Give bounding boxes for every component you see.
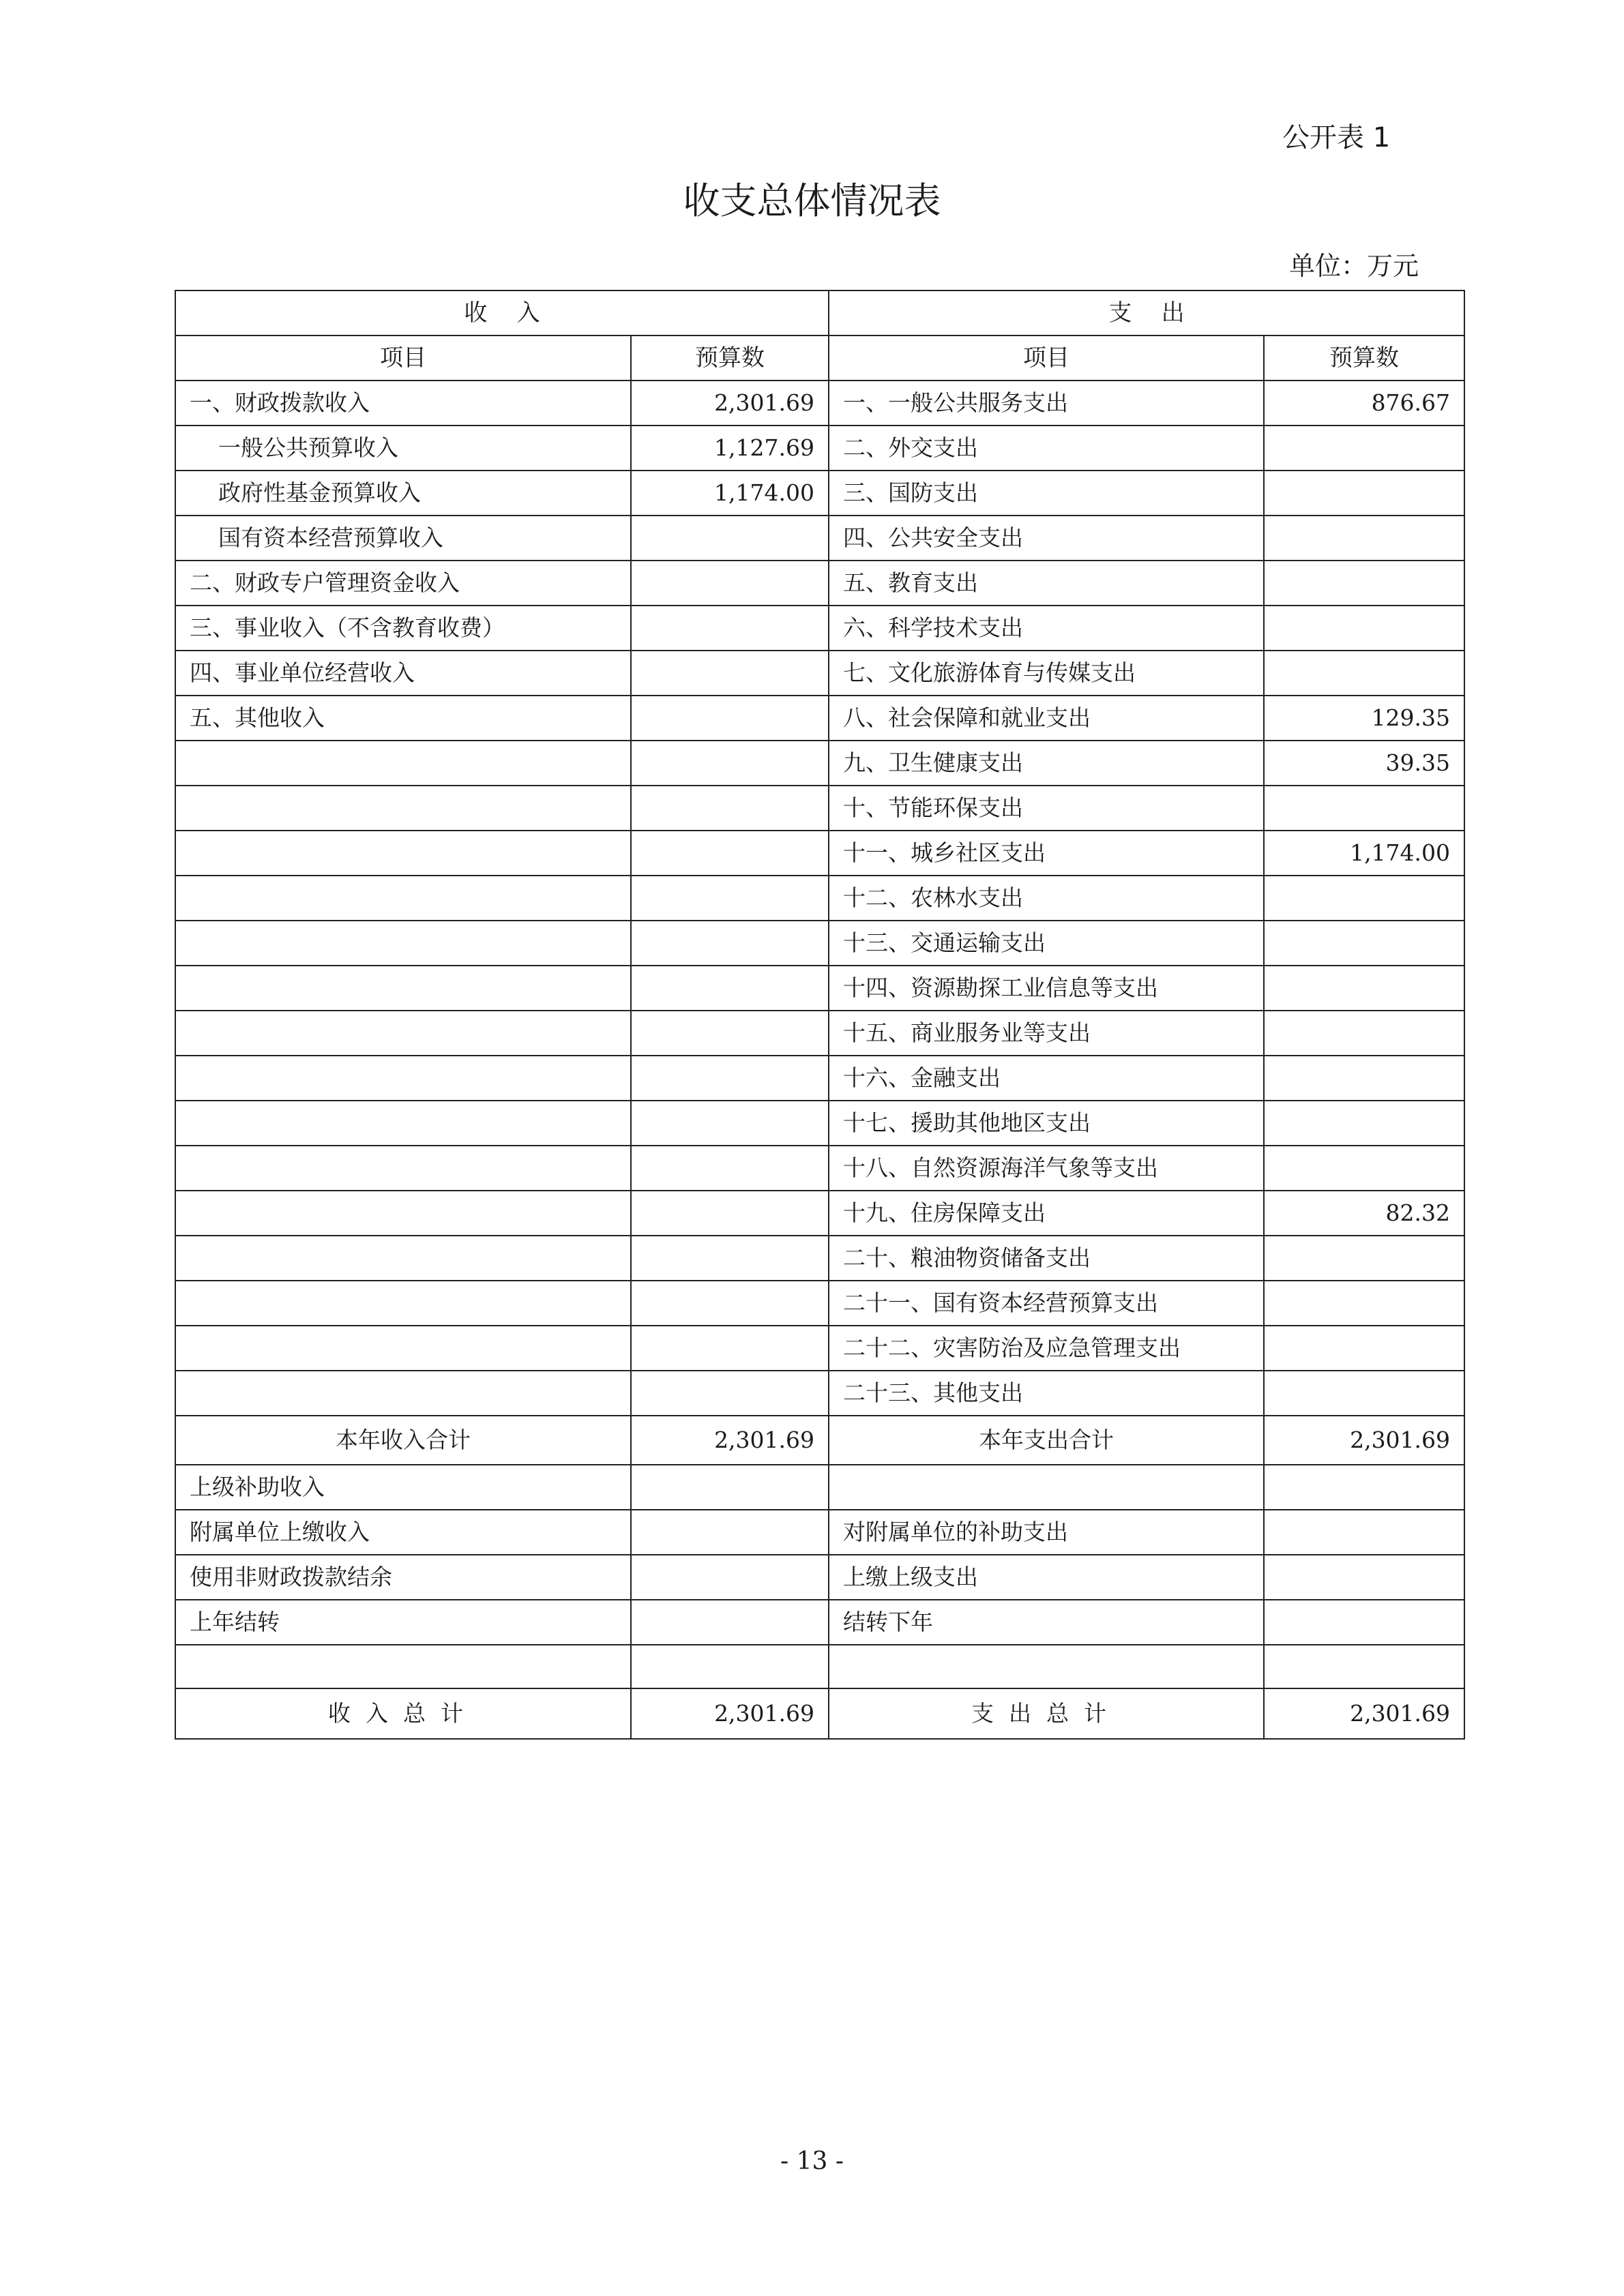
income-item-cell <box>175 1191 631 1236</box>
table-row <box>175 1555 1464 1600</box>
income-amount-cell: 1,174.00 <box>631 471 829 516</box>
table-row <box>175 1281 1464 1326</box>
table-row <box>175 921 1464 966</box>
table-row <box>175 696 1464 741</box>
expense-item-cell: 五、教育支出 <box>829 561 1264 606</box>
column-header-row <box>175 336 1464 381</box>
expense-item-cell: 二十一、国有资本经营预算支出 <box>829 1281 1264 1326</box>
table-row <box>175 1510 1464 1555</box>
expense-grand-total-amount: 2,301.69 <box>1264 1688 1464 1739</box>
income-item-cell <box>175 1645 631 1688</box>
expense-amount-cell: 1,174.00 <box>1264 831 1464 876</box>
expense-amount-cell: 82.32 <box>1264 1191 1464 1236</box>
expense-item-cell: 二十二、灾害防治及应急管理支出 <box>829 1326 1264 1371</box>
income-item-cell <box>175 1326 631 1371</box>
income-amount-cell <box>631 1101 829 1146</box>
income-item-cell: 上级补助收入 <box>175 1465 631 1510</box>
table-row <box>175 516 1464 561</box>
income-amount-cell <box>631 696 829 741</box>
table-tag: 公开表 1 <box>1282 122 1391 153</box>
income-amount-cell <box>631 1191 829 1236</box>
expense-item-cell <box>829 1465 1264 1510</box>
budget-table <box>175 290 1465 1740</box>
section-header-row <box>175 290 1464 336</box>
income-amount-cell <box>631 651 829 696</box>
income-item-cell: 五、其他收入 <box>175 696 631 741</box>
income-amount-cell <box>631 786 829 831</box>
income-year-total-label: 本年收入合计 <box>175 1416 631 1465</box>
income-item-cell <box>175 1011 631 1056</box>
expense-amount-cell <box>1264 651 1464 696</box>
income-amount-cell <box>631 1465 829 1510</box>
income-amount-cell <box>631 1645 829 1688</box>
expense-amount-cell: 39.35 <box>1264 741 1464 786</box>
income-amount-cell <box>631 1510 829 1555</box>
income-item-cell: 一般公共预算收入 <box>175 426 631 471</box>
income-amount-cell <box>631 1371 829 1416</box>
expense-amount-cell <box>1264 1011 1464 1056</box>
table-row <box>175 471 1464 516</box>
income-amount-cell <box>631 1600 829 1645</box>
income-amount-cell <box>631 741 829 786</box>
income-item-cell <box>175 1281 631 1326</box>
expense-item-cell: 二十、粮油物资储备支出 <box>829 1236 1264 1281</box>
table-row <box>175 831 1464 876</box>
page-number: - 13 - <box>780 2147 844 2175</box>
table-row <box>175 651 1464 696</box>
income-item-cell: 上年结转 <box>175 1600 631 1645</box>
income-amount-header: 预算数 <box>631 336 829 381</box>
income-item-cell: 国有资本经营预算收入 <box>175 516 631 561</box>
income-item-cell: 政府性基金预算收入 <box>175 471 631 516</box>
expense-item-cell: 六、科学技术支出 <box>829 606 1264 651</box>
income-item-cell <box>175 786 631 831</box>
expense-section-header: 支 出 <box>829 290 1464 336</box>
expense-grand-total-label: 支出总计 <box>829 1688 1264 1739</box>
income-amount-cell <box>631 1056 829 1101</box>
table-row <box>175 1371 1464 1416</box>
expense-amount-cell <box>1264 606 1464 651</box>
expense-amount-cell <box>1264 1056 1464 1101</box>
income-item-cell <box>175 1146 631 1191</box>
income-amount-cell <box>631 1236 829 1281</box>
expense-amount-cell <box>1264 876 1464 921</box>
expense-item-cell: 十八、自然资源海洋气象等支出 <box>829 1146 1264 1191</box>
table-row <box>175 966 1464 1011</box>
expense-item-cell: 四、公共安全支出 <box>829 516 1264 561</box>
table-row <box>175 1191 1464 1236</box>
table-row <box>175 786 1464 831</box>
income-item-cell: 附属单位上缴收入 <box>175 1510 631 1555</box>
expense-item-cell: 二、外交支出 <box>829 426 1264 471</box>
expense-amount-cell <box>1264 1645 1464 1688</box>
expense-item-cell: 十二、农林水支出 <box>829 876 1264 921</box>
income-amount-cell: 2,301.69 <box>631 381 829 426</box>
expense-item-cell: 十四、资源勘探工业信息等支出 <box>829 966 1264 1011</box>
table-row <box>175 606 1464 651</box>
expense-amount-cell <box>1264 786 1464 831</box>
expense-item-cell: 三、国防支出 <box>829 471 1264 516</box>
income-amount-cell <box>631 831 829 876</box>
unit-label: 单位：万元 <box>1288 251 1419 281</box>
expense-amount-cell <box>1264 1510 1464 1555</box>
income-amount-cell <box>631 606 829 651</box>
expense-amount-cell <box>1264 1101 1464 1146</box>
income-amount-cell <box>631 1281 829 1326</box>
budget-table-body <box>175 290 1464 1739</box>
income-amount-cell <box>631 1555 829 1600</box>
expense-item-cell: 一、一般公共服务支出 <box>829 381 1264 426</box>
expense-amount-cell <box>1264 1555 1464 1600</box>
grand-total-row <box>175 1688 1464 1739</box>
expense-amount-cell <box>1264 1281 1464 1326</box>
page-title: 收支总体情况表 <box>683 179 941 222</box>
expense-amount-cell <box>1264 1371 1464 1416</box>
table-row <box>175 1645 1464 1688</box>
income-amount-cell <box>631 1146 829 1191</box>
expense-item-cell: 十三、交通运输支出 <box>829 921 1264 966</box>
income-item-header: 项目 <box>175 336 631 381</box>
income-grand-total-amount: 2,301.69 <box>631 1688 829 1739</box>
table-row <box>175 1236 1464 1281</box>
table-row <box>175 1101 1464 1146</box>
income-item-cell: 四、事业单位经营收入 <box>175 651 631 696</box>
income-item-cell <box>175 921 631 966</box>
expense-year-total-amount: 2,301.69 <box>1264 1416 1464 1465</box>
expense-amount-cell <box>1264 561 1464 606</box>
expense-item-cell: 九、卫生健康支出 <box>829 741 1264 786</box>
expense-item-cell: 八、社会保障和就业支出 <box>829 696 1264 741</box>
expense-year-total-label: 本年支出合计 <box>829 1416 1264 1465</box>
table-row <box>175 1011 1464 1056</box>
income-year-total-amount: 2,301.69 <box>631 1416 829 1465</box>
income-item-cell <box>175 831 631 876</box>
expense-item-cell: 十、节能环保支出 <box>829 786 1264 831</box>
table-row <box>175 1465 1464 1510</box>
expense-amount-cell <box>1264 1236 1464 1281</box>
table-row <box>175 1056 1464 1101</box>
expense-amount-cell <box>1264 921 1464 966</box>
year-total-row <box>175 1416 1464 1465</box>
expense-item-header: 项目 <box>829 336 1264 381</box>
income-grand-total-label: 收入总计 <box>175 1688 631 1739</box>
income-item-cell <box>175 1236 631 1281</box>
expense-amount-cell: 876.67 <box>1264 381 1464 426</box>
expense-amount-cell <box>1264 1465 1464 1510</box>
expense-amount-cell <box>1264 426 1464 471</box>
expense-amount-cell <box>1264 1326 1464 1371</box>
income-amount-cell <box>631 1326 829 1371</box>
income-amount-cell: 1,127.69 <box>631 426 829 471</box>
expense-amount-cell: 129.35 <box>1264 696 1464 741</box>
income-item-cell <box>175 1371 631 1416</box>
expense-item-cell: 二十三、其他支出 <box>829 1371 1264 1416</box>
income-amount-cell <box>631 516 829 561</box>
table-row <box>175 381 1464 426</box>
expense-item-cell: 上缴上级支出 <box>829 1555 1264 1600</box>
expense-item-cell: 结转下年 <box>829 1600 1264 1645</box>
table-row <box>175 426 1464 471</box>
table-row <box>175 1600 1464 1645</box>
expense-amount-header: 预算数 <box>1264 336 1464 381</box>
income-item-cell <box>175 741 631 786</box>
income-item-cell <box>175 876 631 921</box>
expense-item-cell: 十六、金融支出 <box>829 1056 1264 1101</box>
expense-item-cell: 对附属单位的补助支出 <box>829 1510 1264 1555</box>
income-item-cell: 使用非财政拨款结余 <box>175 1555 631 1600</box>
expense-item-cell <box>829 1645 1264 1688</box>
income-amount-cell <box>631 876 829 921</box>
expense-amount-cell <box>1264 966 1464 1011</box>
income-item-cell <box>175 1056 631 1101</box>
table-row <box>175 1146 1464 1191</box>
income-amount-cell <box>631 921 829 966</box>
table-row <box>175 561 1464 606</box>
income-item-cell: 三、事业收入（不含教育收费） <box>175 606 631 651</box>
income-item-cell: 二、财政专户管理资金收入 <box>175 561 631 606</box>
expense-item-cell: 十七、援助其他地区支出 <box>829 1101 1264 1146</box>
income-section-header: 收 入 <box>175 290 829 336</box>
expense-amount-cell <box>1264 1600 1464 1645</box>
income-item-cell <box>175 966 631 1011</box>
expense-amount-cell <box>1264 1146 1464 1191</box>
expense-amount-cell <box>1264 516 1464 561</box>
income-item-cell <box>175 1101 631 1146</box>
expense-item-cell: 七、文化旅游体育与传媒支出 <box>829 651 1264 696</box>
expense-item-cell: 十九、住房保障支出 <box>829 1191 1264 1236</box>
income-item-cell: 一、财政拨款收入 <box>175 381 631 426</box>
table-row <box>175 741 1464 786</box>
expense-item-cell: 十一、城乡社区支出 <box>829 831 1264 876</box>
income-amount-cell <box>631 561 829 606</box>
table-row <box>175 1326 1464 1371</box>
income-amount-cell <box>631 1011 829 1056</box>
table-row <box>175 876 1464 921</box>
income-amount-cell <box>631 966 829 1011</box>
expense-item-cell: 十五、商业服务业等支出 <box>829 1011 1264 1056</box>
expense-amount-cell <box>1264 471 1464 516</box>
